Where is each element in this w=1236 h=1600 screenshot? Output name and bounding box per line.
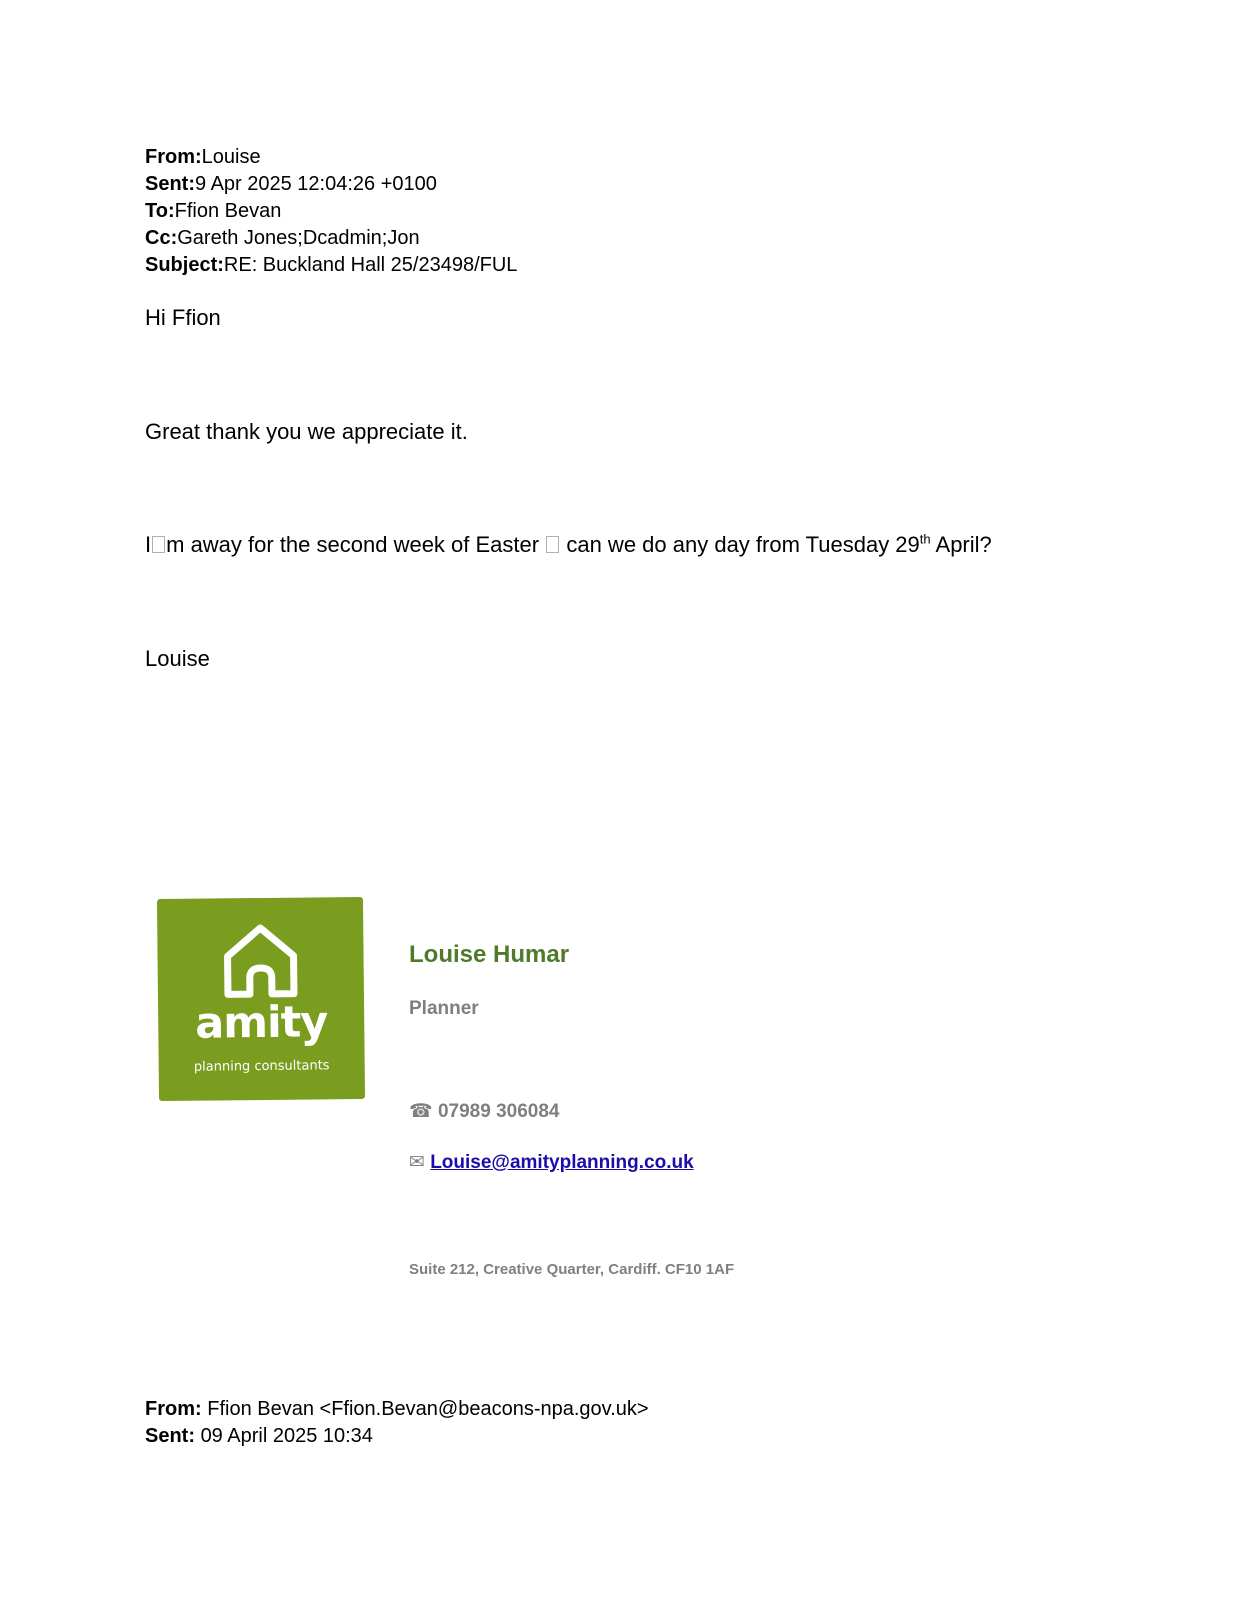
header-sent: Sent:9 Apr 2025 12:04:26 +0100 [145,173,437,195]
body-line-thanks: Great thank you we appreciate it. [145,419,468,444]
envelope-icon: ✉ [409,1152,425,1173]
header-sent-value: 9 Apr 2025 12:04:26 +0100 [195,173,437,195]
signature-role: Planner [409,998,479,1019]
email-link[interactable]: Louise@amityplanning.co.uk [430,1152,694,1173]
quoted-from-value: Ffion Bevan <Ffion.Bevan@beacons-npa.gov.uk> [207,1398,649,1420]
header-to: To:Ffion Bevan [145,200,282,222]
signature-address: Suite 212, Creative Quarter, Cardiff. CF10 1AF [409,1261,735,1278]
header-from: From:Louise [145,146,261,168]
house-icon [221,922,300,999]
quoted-header [145,1396,649,1450]
quoted-sent: Sent: 09 April 2025 10:34 [145,1425,373,1447]
logo-wordmark: amity [194,997,328,1049]
header-from-value: Louise [201,146,261,168]
signature-name: Louise Humar [409,941,570,968]
missing-glyph-icon [546,536,559,553]
header-subject-value: RE: Buckland Hall 25/23498/FUL [223,254,518,276]
header-to-value: Ffion Bevan [174,200,282,222]
header-cc: Cc:Gareth Jones;Dcadmin;Jon [145,227,420,249]
quoted-sent-value: 09 April 2025 10:34 [200,1425,373,1447]
phone-number: 07989 306084 [437,1101,560,1122]
email-header [145,144,517,279]
logo-tagline: planning consultants [193,1058,330,1075]
header-subject: Subject:RE: Buckland Hall 25/23498/FUL [145,254,518,276]
phone-icon: ☎ [409,1101,433,1122]
signature-email [409,1151,694,1174]
missing-glyph-icon [152,536,165,553]
greeting: Hi Ffion [145,305,221,330]
quoted-from: From: Ffion Bevan <Ffion.Bevan@beacons-npa.gov.uk> [145,1398,649,1420]
header-cc-value: Gareth Jones;Dcadmin;Jon [177,227,420,249]
signoff: Louise [145,646,210,671]
signature-phone [409,1100,559,1123]
amity-logo [157,897,365,1101]
body-line-availability: I m away for the second week of Easter can we do any day from Tuesday 29th April? [145,531,992,557]
